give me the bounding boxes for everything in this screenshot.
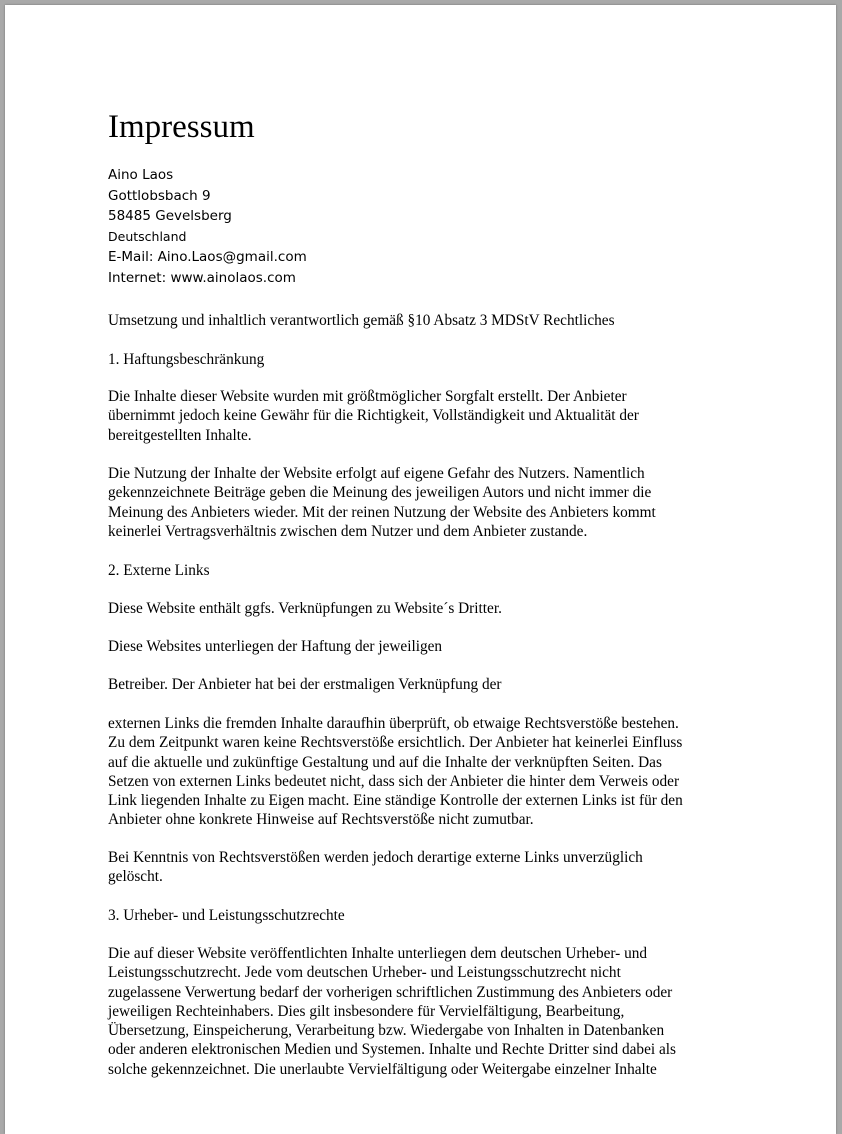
document-title: Impressum	[108, 109, 255, 145]
section-2-paragraph-4: externen Links die fremden Inhalte daraufhin überprüft, ob etwaige Rechtsverstöße bestehen. Zu dem Zeitpunkt waren keine Rechtsverstöße ersichtlich. Der Anbieter hat keinerlei Einfluss auf die aktuelle und zukünftige Gestaltung und auf die Inhalte der verknüpften Seiten. Das Setzen von externen Links bedeutet nicht, dass sich der Anbieter die hinter dem Verweis oder Link liegenden Inhalte zu Eigen macht. Eine ständige Kontrolle der externen Links ist für den Anbieter ohne konkrete Hinweise auf Rechtsverstöße nicht zumutbar.	[108, 715, 683, 829]
document-page	[5, 5, 836, 1134]
address-block	[108, 165, 307, 288]
section-3-heading: 3. Urheber- und Leistungsschutzrechte	[108, 907, 345, 924]
address-internet: Internet: www.ainolaos.com	[108, 269, 296, 286]
section-2-heading: 2. Externe Links	[108, 562, 210, 579]
section-2-paragraph-1: Diese Website enthält ggfs. Verknüpfungen zu Website´s Dritter.	[108, 600, 502, 617]
section-1-heading: 1. Haftungsbeschränkung	[108, 351, 265, 368]
section-3-paragraph-1: Die auf dieser Website veröffentlichten Inhalte unterliegen dem deutschen Urheber- und Leistungsschutzrecht. Jede vom deutschen Urheber- und Leistungsschutzrecht nicht zugelassene Verwertung bedarf der vorherigen schriftlichen Zustimmung des Anbieters oder jeweiligen Rechteinhabers. Dies gilt insbesondere für Vervielfältigung, Bearbeitung, Übersetzung, Einspeicherung, Verarbeitung bzw. Wiedergabe von Inhalten in Datenbanken oder anderen elektronischen Medien und Systemen. Inhalte und Rechte Dritter sind dabei als solche gekennzeichnet. Die unerlaubte Vervielfältigung oder Weitergabe einzelner Inhalte	[108, 945, 676, 1078]
section-2-paragraph-2: Diese Websites unterliegen der Haftung der jeweiligen	[108, 638, 443, 655]
section-2-paragraph-5: Bei Kenntnis von Rechtsverstößen werden jedoch derartige externe Links unverzüglich gelöscht.	[108, 849, 643, 886]
responsible-statement: Umsetzung und inhaltlich verantwortlich gemäß §10 Absatz 3 MDStV Rechtliches	[108, 312, 615, 329]
address-email: E-Mail: Aino.Laos@gmail.com	[108, 249, 307, 265]
section-1-paragraph-1: Die Inhalte dieser Website wurden mit größtmöglicher Sorgfalt erstellt. Der Anbieter übernimmt jedoch keine Gewähr für die Richtigkeit, Vollständigkeit und Aktualität der bereitgestellten Inhalte.	[108, 388, 639, 444]
address-name: Aino Laos	[108, 167, 174, 183]
address-city: 58485 Gevelsberg	[108, 208, 232, 224]
address-country: Deutschland	[108, 228, 187, 244]
section-1-paragraph-2: Die Nutzung der Inhalte der Website erfolgt auf eigene Gefahr des Nutzers. Namentlich gekennzeichnete Beiträge geben die Meinung des jeweiligen Autors und nicht immer die Meinung des Anbieters wieder. Mit der reinen Nutzung der Website des Anbieters kommt keinerlei Vertragsverhältnis zwischen dem Nutzer und dem Anbieter zustande.	[108, 465, 656, 540]
section-2-paragraph-3: Betreiber. Der Anbieter hat bei der erstmaligen Verknüpfung der	[108, 676, 502, 693]
address-street: Gottlobsbach 9	[108, 187, 211, 204]
